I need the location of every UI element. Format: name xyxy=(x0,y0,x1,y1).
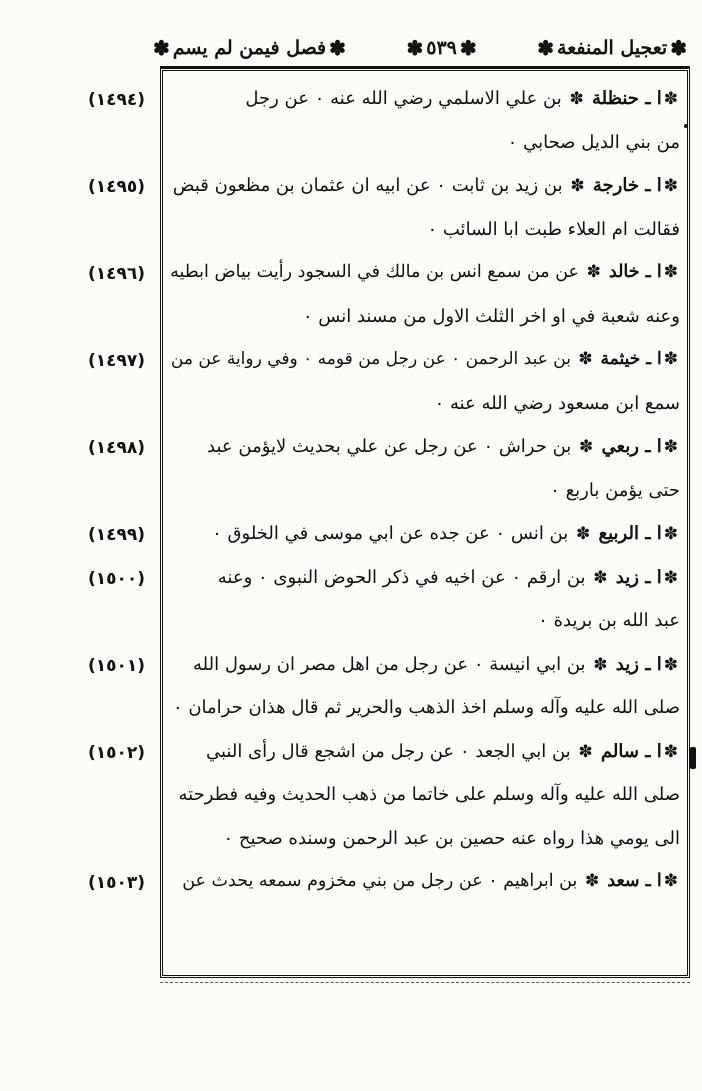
entry-text: صلى الله عليه وآله وسلم على خاتما من ذهب الحديث وفيه فطرحته xyxy=(178,784,680,805)
ornament-icon: ✽ xyxy=(663,262,678,282)
ornament-icon: ✽ xyxy=(593,654,608,675)
entry-line xyxy=(170,784,680,805)
entry-text: بن ابي الجعد ٠ عن رجل من اشجع قال رأى النبي xyxy=(205,740,577,762)
entry-text: صلى الله عليه وآله وسلم اخذ الذهب والحرير ثم قال هذان حرامان ٠ xyxy=(172,697,680,718)
entry-number: (١٥٠٢) xyxy=(88,742,146,763)
ornament-icon: ✽ xyxy=(579,437,594,457)
entry-name: ا ـ ربعي xyxy=(595,436,662,457)
ornament-icon: ✽ xyxy=(578,741,593,762)
entry-line xyxy=(170,175,680,196)
ornament-icon: ✽ xyxy=(153,36,170,60)
entry-number: (١٤٩٥) xyxy=(88,177,146,197)
entry-line xyxy=(170,306,680,327)
page-number: ٥٣٩ xyxy=(426,37,457,59)
entry-line xyxy=(170,436,680,457)
entry-line xyxy=(170,393,680,414)
entry-line xyxy=(170,480,680,501)
entry-number: (١٤٩٦) xyxy=(88,264,146,284)
entry-line xyxy=(170,262,680,282)
entry-text: بن انس ٠ عن جده عن ابي موسى في الخلوق ٠ xyxy=(212,523,574,544)
ornament-icon: ✽ xyxy=(329,36,346,60)
entry-text: حتى يؤمن باربع ٠ xyxy=(550,479,680,501)
ornament-icon: ✽ xyxy=(570,176,585,196)
entry-text: فقالت ام العلاء طبت ابا السائب ٠ xyxy=(427,218,680,240)
entry-line xyxy=(170,132,680,153)
ornament-icon: ✽ xyxy=(663,437,678,457)
book-title: تعجيل المنفعة xyxy=(557,37,668,59)
entry-text: بن ارقم ٠ عن اخيه في ذكر الحوض النبوى ٠ وعنه xyxy=(217,566,592,588)
entry-line xyxy=(170,523,680,544)
ornament-icon: ✽ xyxy=(663,524,678,544)
entry-text: عن من سمع انس بن مالك في السجود رأيت بياض ابطيه xyxy=(170,262,585,282)
entry-text: سمع ابن مسعود رضي الله عنه ٠ xyxy=(434,392,680,414)
entry-text: بن حراش ٠ عن رجل عن علي بحديث لايؤمن عبد xyxy=(207,436,578,457)
entry-name: ا ـ سعد xyxy=(601,871,662,891)
entry-name: ا ـ سالم xyxy=(594,740,662,762)
entry-text: بن ابراهيم ٠ عن رجل من بني مخزوم سمعه يحدث عن xyxy=(182,871,583,891)
entry-line xyxy=(170,697,680,718)
ornament-icon: ✽ xyxy=(663,871,678,891)
entry-number: (١٥٠١) xyxy=(88,655,146,676)
entry-line xyxy=(170,349,680,369)
entry-text: عبد الله بن بريدة ٠ xyxy=(538,610,680,631)
entry-line xyxy=(170,871,680,891)
section-title: فصل فيمن لم يسم xyxy=(172,37,327,59)
header-book-title xyxy=(534,36,690,60)
entry-line xyxy=(170,610,680,631)
ornament-icon: ✽ xyxy=(663,567,678,588)
entry-text: بن ابي انيسة ٠ عن رجل من اهل مصر ان رسول الله xyxy=(193,653,592,675)
entry-text: وعنه شعبة في او اخر الثلث الاول من مسند انس ٠ xyxy=(302,305,680,327)
ornament-icon: ✽ xyxy=(586,262,601,282)
ornament-icon: ✽ xyxy=(663,741,678,762)
header-page-number xyxy=(404,36,480,60)
ink-dot xyxy=(684,124,688,128)
ornament-icon: ✽ xyxy=(593,567,608,588)
entry-text: بن علي الاسلمي رضي الله عنه ٠ عن رجل xyxy=(245,88,568,109)
ornament-icon: ✽ xyxy=(663,89,678,109)
entry-number: (١٥٠٣) xyxy=(88,873,146,893)
entry-line xyxy=(170,654,680,675)
entry-line xyxy=(170,828,680,849)
entry-text: من بني الديل صحابي ٠ xyxy=(507,131,680,153)
entry-text: بن عبد الرحمن ٠ عن رجل من قومه ٠ وفي رواية عن من xyxy=(170,349,577,369)
entry-name: ا ـ خيثمة xyxy=(594,349,662,369)
page-header xyxy=(150,28,690,68)
ornament-icon: ✽ xyxy=(663,176,678,196)
ornament-icon: ✽ xyxy=(537,36,555,60)
ornament-icon: ✽ xyxy=(569,89,584,109)
margin-bar-mark xyxy=(690,747,696,769)
entry-number: (١٥٠٠) xyxy=(88,568,146,589)
header-section-title xyxy=(150,36,349,60)
entry-name: ا ـ زيد xyxy=(609,653,662,675)
entry-name: ا ـ حنظلة xyxy=(585,88,662,109)
entry-line xyxy=(170,88,680,109)
entry-number: (١٤٩٧) xyxy=(88,351,146,371)
entry-number: (١٤٩٨) xyxy=(88,438,146,458)
entry-number: (١٤٩٩) xyxy=(88,525,146,545)
ornament-icon: ✽ xyxy=(578,349,593,369)
entry-name: ا ـ خارجة xyxy=(586,175,662,196)
entry-name: ا ـ الربيع xyxy=(592,523,662,544)
ornament-icon: ✽ xyxy=(406,36,424,60)
ornament-icon: ✽ xyxy=(663,654,678,675)
entry-name: ا ـ زيد xyxy=(609,566,662,588)
ornament-icon: ✽ xyxy=(670,36,687,60)
entry-line xyxy=(170,741,680,762)
entry-line xyxy=(170,219,680,240)
entry-number: (١٤٩٤) xyxy=(88,90,146,110)
entry-text: الى يومي هذا رواه عنه حصين بن عبد الرحمن وسنده صحيح ٠ xyxy=(223,827,680,849)
ornament-icon: ✽ xyxy=(584,871,600,891)
entry-name: ا ـ خالد xyxy=(602,262,662,282)
footer-rule xyxy=(160,982,690,983)
entry-line xyxy=(170,567,680,588)
ornament-icon: ✽ xyxy=(575,524,591,544)
ornament-icon: ✽ xyxy=(663,349,678,369)
entry-text: بن زيد بن ثابت ٠ عن ابيه ان عثمان بن مظعون قبض xyxy=(172,175,569,196)
ornament-icon: ✽ xyxy=(459,36,477,60)
